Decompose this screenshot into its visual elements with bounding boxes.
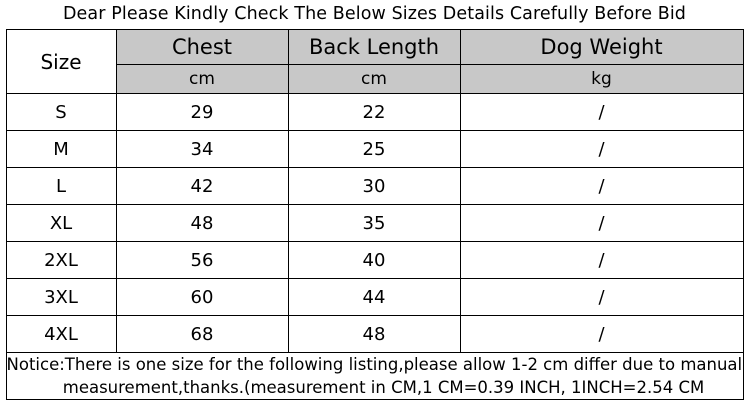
table-row	[6, 242, 743, 279]
cell-size: S	[6, 94, 116, 131]
cell-dog-weight: /	[460, 279, 743, 316]
cell-back-length: 44	[288, 279, 460, 316]
cell-chest: 29	[116, 94, 288, 131]
table-row	[6, 316, 743, 353]
cell-back-length: 25	[288, 131, 460, 168]
cell-dog-weight: /	[460, 131, 743, 168]
page-title: Dear Please Kindly Check The Below Sizes Details Carefully Before Bid	[62, 4, 687, 24]
header-cell-chest: Chest	[116, 30, 288, 65]
cell-chest: 48	[116, 205, 288, 242]
cell-dog-weight: /	[460, 242, 743, 279]
cell-dog-weight: /	[460, 94, 743, 131]
table-unit-row	[6, 65, 743, 94]
header-cell-size: Size	[6, 30, 116, 94]
cell-dog-weight: /	[460, 205, 743, 242]
table-row	[6, 205, 743, 242]
cell-size: L	[6, 168, 116, 205]
cell-chest: 68	[116, 316, 288, 353]
cell-size: 3XL	[6, 279, 116, 316]
cell-size: M	[6, 131, 116, 168]
cell-size: 2XL	[6, 242, 116, 279]
table-row	[6, 131, 743, 168]
cell-chest: 42	[116, 168, 288, 205]
cell-chest: 34	[116, 131, 288, 168]
cell-dog-weight: /	[460, 316, 743, 353]
cell-back-length: 48	[288, 316, 460, 353]
cell-back-length: 40	[288, 242, 460, 279]
cell-size: XL	[6, 205, 116, 242]
cell-chest: 56	[116, 242, 288, 279]
size-chart-table	[6, 29, 744, 400]
cell-size: 4XL	[6, 316, 116, 353]
notice-line-1: Notice:There is one size for the following listing,please allow 1-2 cm differ due to manual	[6, 355, 743, 374]
notice-cell	[6, 353, 743, 400]
unit-cell-back-length: cm	[288, 65, 460, 94]
unit-cell-dog-weight: kg	[460, 65, 743, 94]
cell-chest: 60	[116, 279, 288, 316]
notice-row	[6, 353, 743, 400]
header-cell-back-length: Back Length	[288, 30, 460, 65]
table-row	[6, 168, 743, 205]
table-row	[6, 94, 743, 131]
header-cell-dog-weight: Dog Weight	[460, 30, 743, 65]
table-row	[6, 279, 743, 316]
cell-back-length: 30	[288, 168, 460, 205]
unit-cell-chest: cm	[116, 65, 288, 94]
table-header-row	[6, 30, 743, 65]
cell-dog-weight: /	[460, 168, 743, 205]
notice-line-2: measurement,thanks.(measurement in CM,1 CM=0.39 INCH, 1INCH=2.54 CM	[62, 378, 705, 397]
cell-back-length: 35	[288, 205, 460, 242]
cell-back-length: 22	[288, 94, 460, 131]
